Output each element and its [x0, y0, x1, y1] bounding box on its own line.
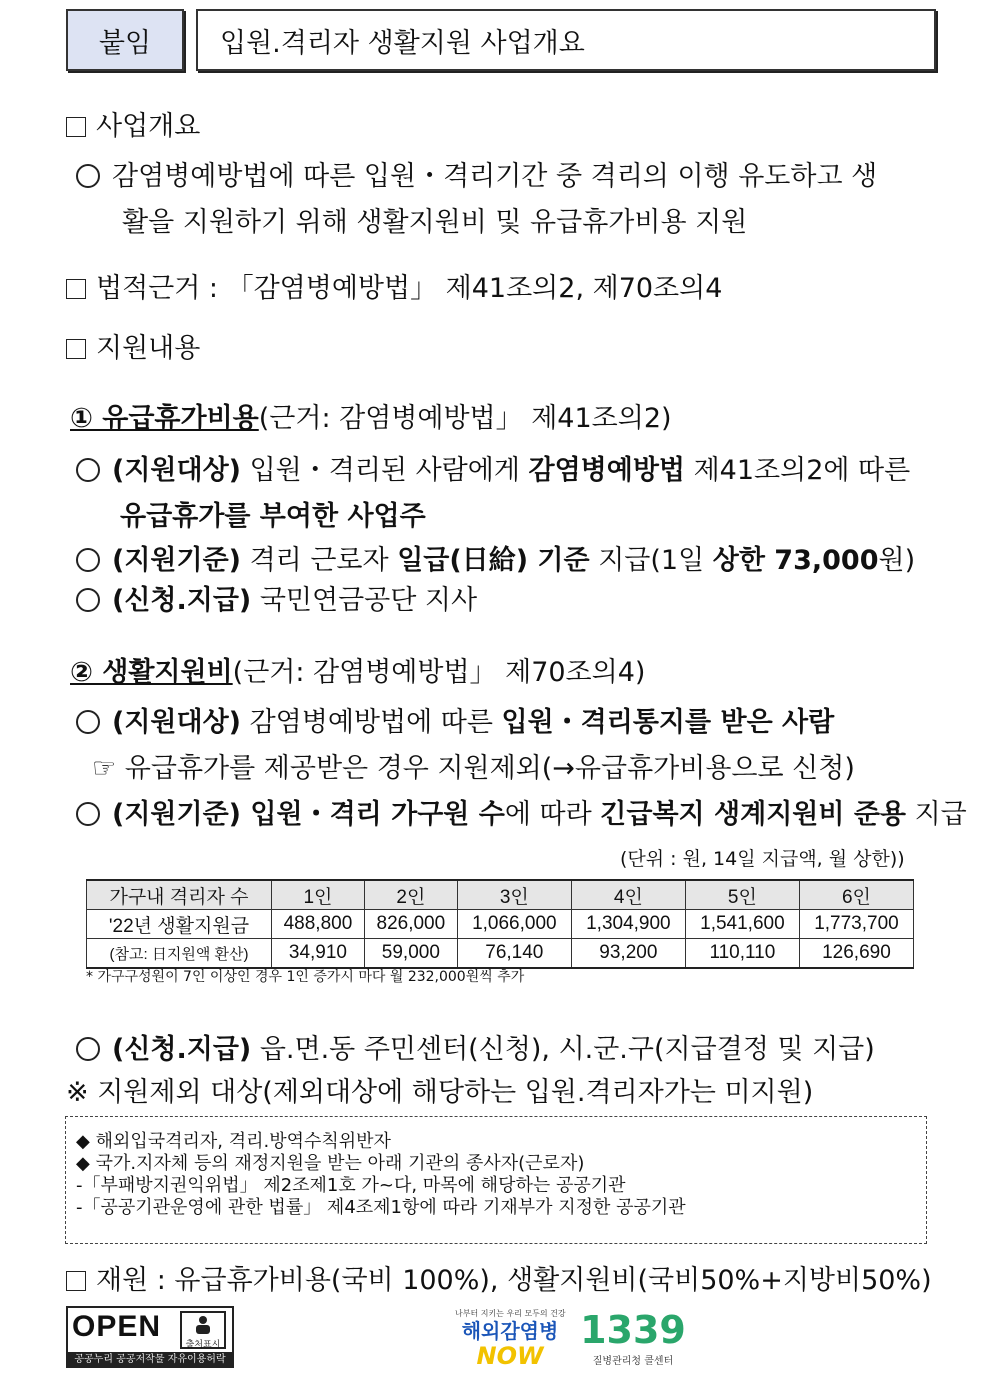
- living-title: ② 생활지원비(근거: 감염병예방법」 제70조의4): [70, 657, 646, 688]
- table-header-cell: 5인: [685, 880, 799, 910]
- overseas-disease-now-logo: [455, 1308, 565, 1368]
- overview-heading: 사업개요: [66, 110, 200, 144]
- overview-text-2: 활을 지원하기 위해 생활지원비 및 유급휴가비용 지원: [122, 207, 748, 238]
- logo-now-text: NOW: [476, 1342, 544, 1370]
- document-title: 입원.격리자 생활지원 사업개요: [196, 9, 936, 71]
- table-cell: (참고: 日지원액 환산): [87, 939, 272, 969]
- paid-leave-apply: (신청.지급) 국민연금공단 지사: [76, 584, 477, 618]
- logo-callcenter: 질병관리청 콜센터: [592, 1356, 674, 1367]
- circle-bullet-icon: [76, 588, 100, 612]
- logo-number: 1339: [580, 1308, 686, 1352]
- kogl-open-text: OPEN: [72, 1310, 162, 1343]
- logo-main-text: 해외감염병: [461, 1319, 559, 1343]
- kdca-1339-logo: [578, 1308, 688, 1368]
- exclusion-item: ◆ 해외입국격리자, 격리.방역수칙위반자: [76, 1131, 391, 1152]
- circle-bullet-icon: [76, 1037, 100, 1061]
- checkbox-square-icon: [66, 117, 86, 137]
- attribution-badge: [180, 1311, 226, 1349]
- table-cell: 110,110: [685, 939, 799, 969]
- table-cell: 126,690: [799, 939, 913, 969]
- table-header-cell: 2인: [364, 880, 457, 910]
- living-criteria: (지원기준) 입원・격리 가구원 수에 따라 긴급복지 생계지원비 준용 지급: [76, 798, 967, 832]
- support-heading: 지원내용: [66, 332, 200, 366]
- exclusion-item: ◆ 국가.지자체 등의 재정지원을 받는 아래 기관의 종사자(근로자): [76, 1153, 585, 1174]
- table-header-cell: 4인: [571, 880, 685, 910]
- attachment-tag: 붙임: [66, 9, 184, 71]
- checkbox-square-icon: [66, 339, 86, 359]
- funding: 재원 : 유급휴가비용(국비 100%), 생활지원비(국비50%+지방비50%): [66, 1264, 932, 1298]
- table-header-cell: 6인: [799, 880, 913, 910]
- paid-leave-criteria: (지원기준) 격리 근로자 일급(日給) 기준 지급(1일 상한 73,000원): [76, 544, 915, 578]
- table-cell: 93,200: [571, 939, 685, 969]
- exclusion-item: -「부패방지권익위법」 제2조제1호 가~다, 마목에 해당하는 공공기관: [76, 1175, 626, 1196]
- overview-text-1: 감염병예방법에 따른 입원・격리기간 중 격리의 이행 유도하고 생: [76, 160, 877, 194]
- table-cell: 488,800: [272, 910, 365, 939]
- table-cell: 59,000: [364, 939, 457, 969]
- table-header-cell: 가구내 격리자 수: [87, 880, 272, 910]
- table-cell: 34,910: [272, 939, 365, 969]
- attribution-badge-label: 출처표시: [185, 1340, 221, 1350]
- circle-bullet-icon: [76, 710, 100, 734]
- table-row: [87, 939, 914, 969]
- table-header-row: [87, 880, 914, 910]
- paid-leave-target: (지원대상) 입원・격리된 사람에게 감염병예방법 제41조의2에 따른: [76, 454, 910, 488]
- table-header-cell: 3인: [457, 880, 571, 910]
- table-cell: 1,541,600: [685, 910, 799, 939]
- table-cell: 1,304,900: [571, 910, 685, 939]
- checkbox-square-icon: [66, 279, 86, 299]
- table-cell: 826,000: [364, 910, 457, 939]
- table-header-cell: 1인: [272, 880, 365, 910]
- legal-basis: 법적근거 : 「감염병예방법」 제41조의2, 제70조의4: [66, 272, 722, 306]
- logo-slogan: 나부터 지키는 우리 모두의 건강: [455, 1309, 566, 1318]
- table-cell: 76,140: [457, 939, 571, 969]
- circle-bullet-icon: [76, 164, 100, 188]
- circle-bullet-icon: [76, 458, 100, 482]
- table-unit: (단위 : 원, 14일 지급액, 월 상한)): [620, 848, 905, 870]
- living-note: ☞ 유급휴가를 제공받은 경우 지원제외(→유급휴가비용으로 신청): [92, 753, 855, 784]
- circle-bullet-icon: [76, 802, 100, 826]
- person-icon: [182, 1313, 224, 1335]
- exclusion-item: -「공공기관운영에 관한 법률」 제4조제1항에 따라 기재부가 지정한 공공기관: [76, 1197, 686, 1218]
- paid-leave-title: ① 유급휴가비용(근거: 감염병예방법」 제41조의2): [70, 403, 672, 434]
- exclusion-title: ※ 지원제외 대상(제외대상에 해당하는 입원.격리자가는 미지원): [66, 1077, 814, 1108]
- table-row: [87, 910, 914, 939]
- circle-bullet-icon: [76, 548, 100, 572]
- table-footnote: * 가구구성원이 7인 이상인 경우 1인 증가시 마다 월 232,000원씩 추가: [86, 969, 525, 985]
- checkbox-square-icon: [66, 1271, 86, 1291]
- table-cell: 1,066,000: [457, 910, 571, 939]
- table-cell: 1,773,700: [799, 910, 913, 939]
- table-cell: '22년 생활지원금: [87, 910, 272, 939]
- living-target: (지원대상) 감염병예방법에 따른 입원・격리통지를 받은 사람: [76, 706, 834, 740]
- living-support-table: [86, 879, 914, 969]
- living-apply: (신청.지급) 읍.면.동 주민센터(신청), 시.군.구(지급결정 및 지급): [76, 1033, 875, 1067]
- exclusion-box: [65, 1116, 927, 1244]
- paid-leave-target-2: 유급휴가를 부여한 사업주: [120, 501, 426, 532]
- kogl-caption: 공공누리 공공저작물 자유이용허락: [66, 1352, 234, 1368]
